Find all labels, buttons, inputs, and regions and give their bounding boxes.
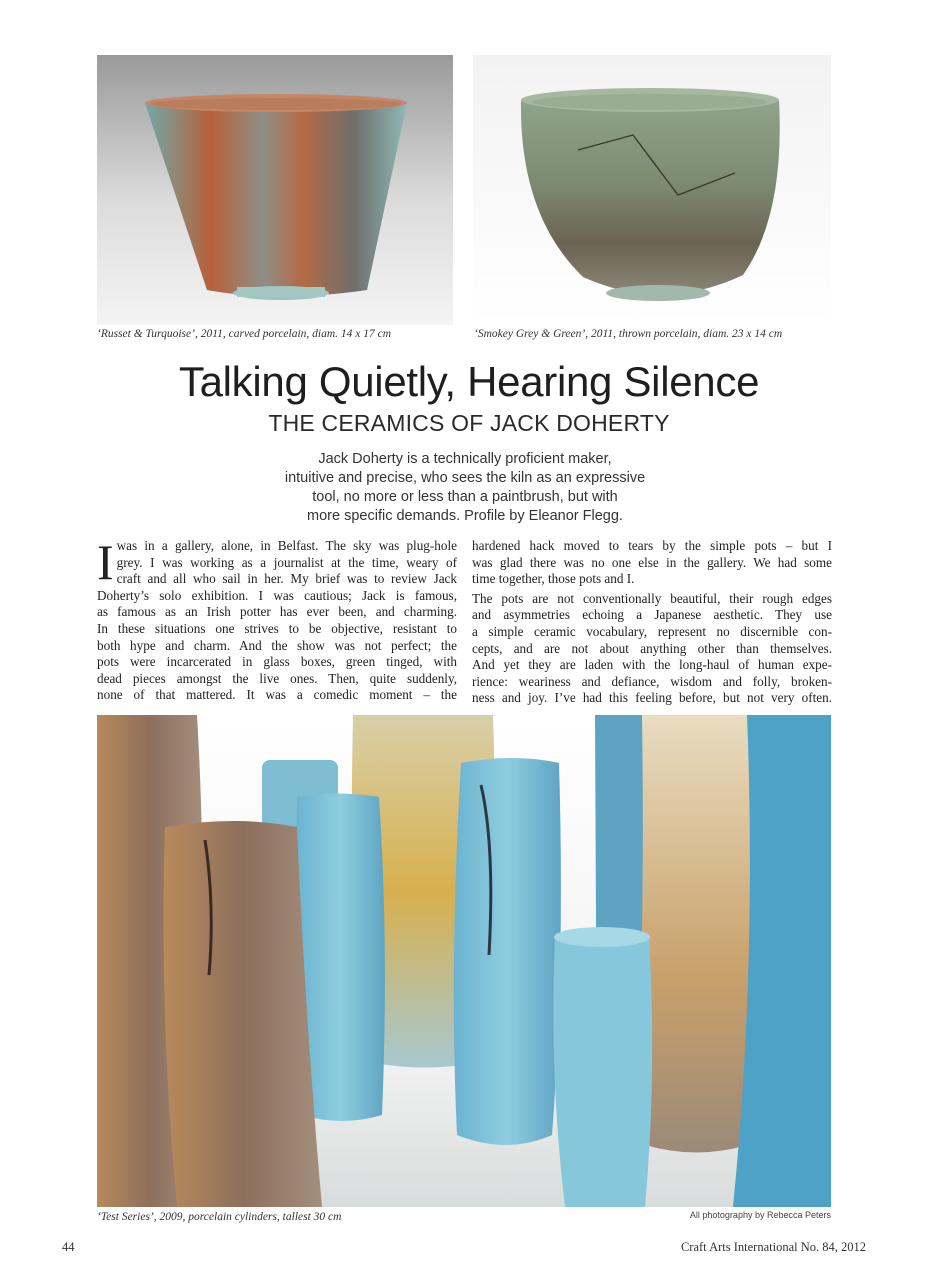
body-line: grey. I was working as a journalist at the time, weary of (116, 554, 457, 570)
standfirst-line: more specific demands. Profile by Eleanor Flegg. (307, 508, 623, 524)
page-number: 44 (62, 1240, 75, 1254)
standfirst-line: intuitive and precise, who sees the kiln as an expressive (284, 470, 646, 486)
body-line: a simple ceramic vocabulary, represent no discernible con- (472, 623, 832, 639)
standfirst-line: tool, no more or less than a paintbrush, but with (312, 489, 618, 505)
body-line: none of that mattered. It was a comedic moment – the (97, 687, 457, 703)
article-title: Talking Quietly, Hearing Silence (178, 358, 760, 405)
drop-cap: I (97, 534, 114, 590)
top-right-caption: ‘Smokey Grey & Green’, 2011, thrown porcelain, diam. 23 x 14 cm (474, 328, 783, 340)
body-line: The pots are not conventionally beautiful, their rough edges (472, 590, 832, 606)
body-line: Doherty’s solo exhibition. I was cautious; Jack is famous, (97, 587, 457, 603)
photo-credit: All photography by Rebecca Peters (689, 1210, 831, 1220)
body-line: and asymmetries echoing a Japanese aesthetic. They use (472, 607, 832, 623)
body-line: hardened hack moved to tears by the simple pots – but I (472, 538, 832, 553)
body-column-2 (472, 538, 832, 707)
article-standfirst (250, 450, 680, 526)
photo-test-series-cylinders (97, 715, 831, 1207)
top-left-caption: ‘Russet & Turquoise’, 2011, carved porcelain, diam. 14 x 17 cm (97, 328, 392, 340)
body-line: time together, those pots and I. (472, 571, 635, 587)
body-line: ness and joy. I’ve had this feeling before, but not very often. (472, 690, 832, 706)
body-line: rience: weariness and defiance, wisdom and folly, broken- (472, 673, 832, 689)
body-line: In these situations one strives to be objective, resistant to (97, 620, 457, 636)
body-line: was in a gallery, alone, in Belfast. The sky was plug-hole (116, 538, 457, 553)
publication-footer: Craft Arts International No. 84, 2012 (680, 1240, 866, 1254)
body-column-1 (97, 534, 457, 704)
article-subtitle: THE CERAMICS OF JACK DOHERTY (268, 410, 670, 436)
body-line: cepts, and are not about anything other than themselves. (472, 640, 832, 656)
standfirst-line: Jack Doherty is a technically proficient maker, (318, 451, 612, 467)
body-line: was glad there was no one else in the gallery. We had some (472, 554, 832, 570)
photo-russet-turquoise-bowl (97, 55, 453, 325)
bottom-caption: ‘Test Series’, 2009, porcelain cylinders, tallest 30 cm (97, 1211, 342, 1223)
body-line: as famous as an Irish potter has ever been, and charming. (97, 604, 457, 620)
body-line: both hype and charm. And the show was not perfect; the (97, 637, 457, 653)
body-line: And yet they are laden with the long-haul of human expe- (472, 657, 832, 673)
body-line: dead pieces amongst the live ones. Then, quite suddenly, (97, 670, 457, 686)
body-line: pots were incarcerated in glass boxes, green tinged, with (97, 654, 457, 670)
body-line: craft and all who sail in her. My brief was to review Jack (116, 571, 457, 587)
photo-smokey-grey-green-bowl (473, 55, 831, 325)
